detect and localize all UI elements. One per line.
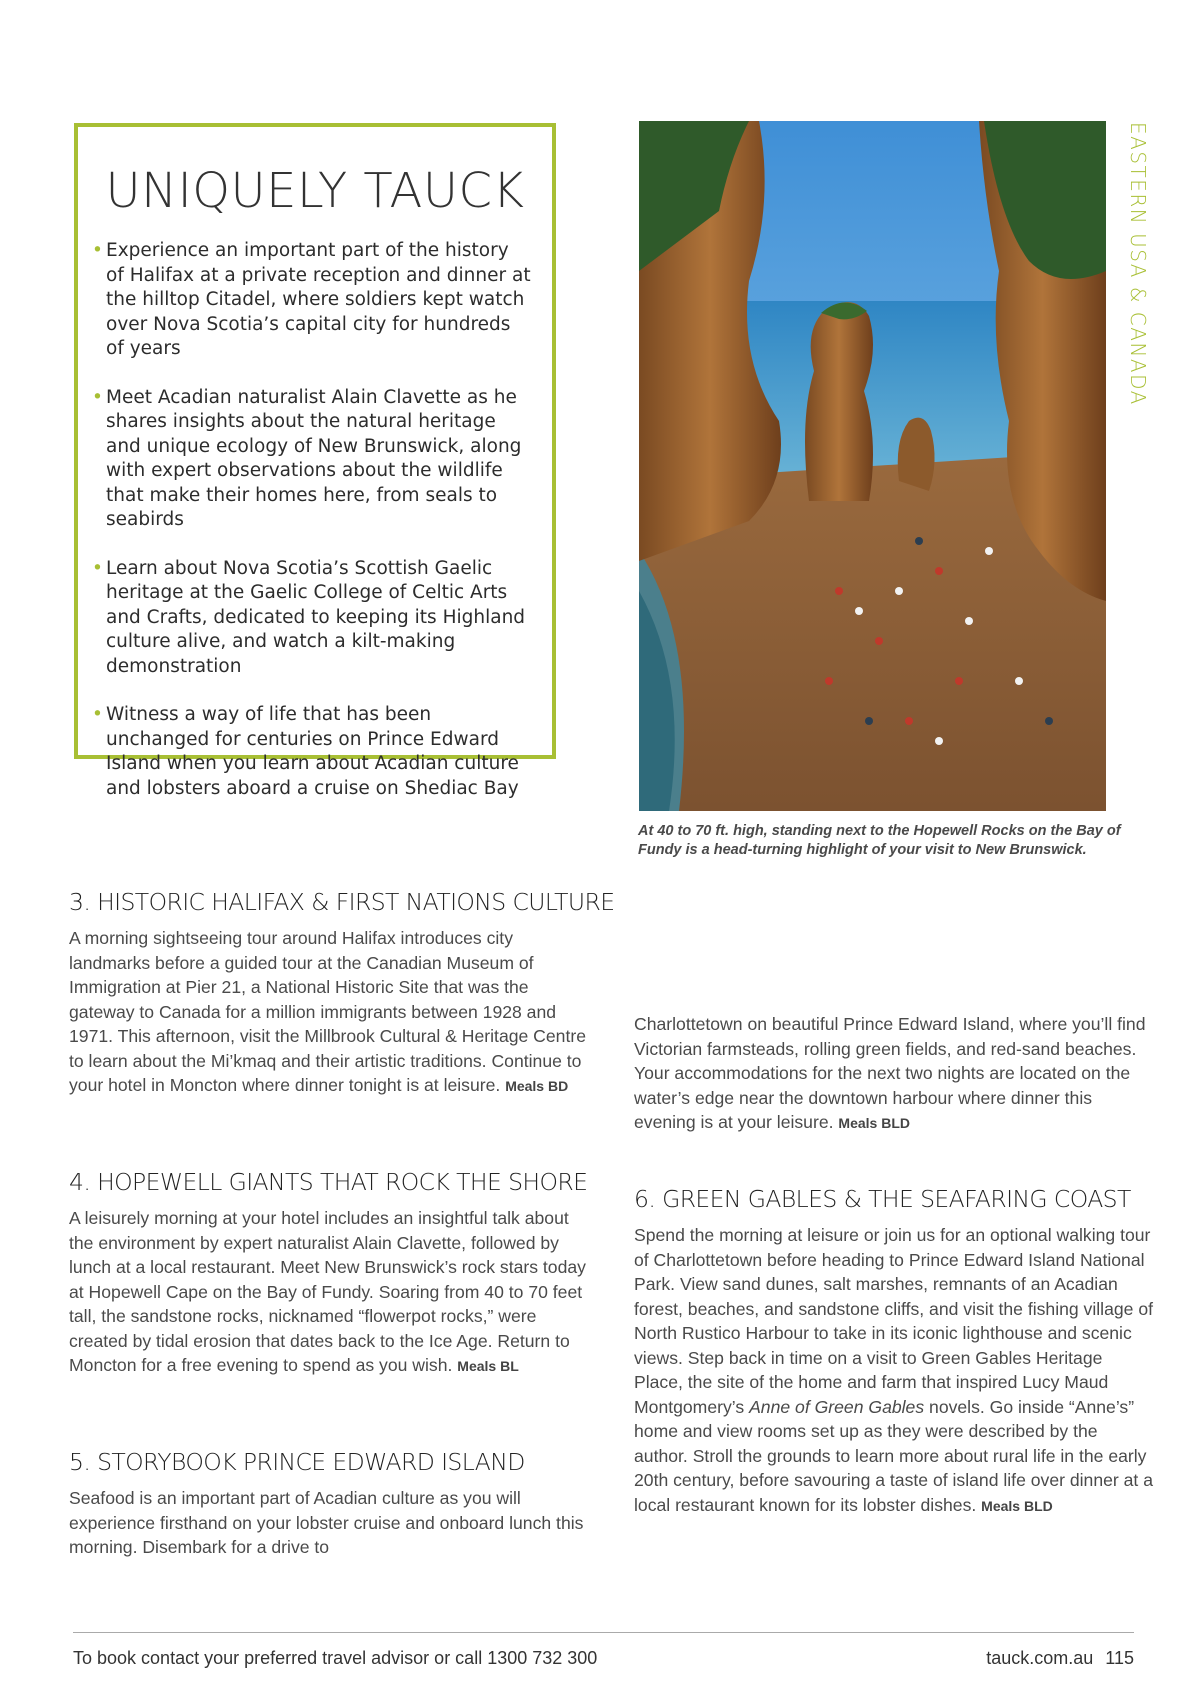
day-5-meals: Meals BLD bbox=[838, 1115, 910, 1131]
section-side-label: EASTERN USA & CANADA bbox=[1126, 122, 1150, 406]
list-item-text: Learn about Nova Scotia’s Scottish Gaelic heritage at the Gaelic College of Celtic Arts and Crafts, dedicated to keeping its Highland culture alive, and watch a kilt-making demonstration bbox=[106, 557, 526, 677]
day-6-heading: 6. GREEN GABLES & THE SEAFARING COAST bbox=[634, 1185, 1131, 1213]
day-5-heading: 5. STORYBOOK PRINCE EDWARD ISLAND bbox=[69, 1448, 525, 1476]
footer-right bbox=[986, 1648, 1134, 1669]
list-item bbox=[92, 239, 532, 362]
page-number: 115 bbox=[1105, 1648, 1134, 1668]
day-4-text: A leisurely morning at your hotel includes an insightful talk about the environment by expert naturalist Alain Clavette, followed by lunch at a local restaurant. Meet New Brunswick’s rock stars today at Hopewell Cape on the Bay of Fundy. Soaring from 40 to 70 feet tall, the sandstone rocks, nicknamed “flowerpot rocks,” were created by tidal erosion that dates back to the Ice Age. Return to Moncton for a free evening to spend as you wish. bbox=[69, 1208, 586, 1375]
day-5-body-continued bbox=[634, 1012, 1154, 1136]
bullet-icon: • bbox=[92, 557, 103, 579]
day-6-text-before: Spend the morning at leisure or join us for an optional walking tour of Charlottetown before heading to Prince Edward Island National Park. View sand dunes, salt marshes, remnants of an Acadian forest, beaches, and sandstone cliffs, and visit the fishing village of North Rustico Harbour to take in its iconic lighthouse and scenic views. Step back in time on a visit to Green Gables Heritage Place, the site of the home and farm that inspired Lucy Maud Montgomery’s bbox=[634, 1225, 1153, 1417]
photo-caption: At 40 to 70 ft. high, standing next to the Hopewell Rocks on the Bay of Fundy is a head-turning highlight of your visit to New Brunswick. bbox=[638, 823, 1121, 858]
bullet-icon: • bbox=[92, 240, 103, 261]
day-6-body bbox=[634, 1223, 1154, 1518]
day-4-heading: 4. HOPEWELL GIANTS THAT ROCK THE SHORE bbox=[69, 1168, 588, 1196]
list-item-text: Witness a way of life that has been unchanged for centuries on Prince Edward Island when you learn about Acadian culture and lobsters aboard a cruise on Shediac Bay bbox=[106, 704, 519, 799]
footer-website-link[interactable]: tauck.com.au bbox=[986, 1648, 1094, 1668]
hopewell-rocks-photo bbox=[639, 121, 1106, 811]
day-6-section bbox=[634, 1185, 1154, 1518]
bullet-icon: • bbox=[92, 386, 103, 408]
list-item-text: Meet Acadian naturalist Alain Clavette as he shares insights about the natural heritage and unique ecology of New Brunswick, along with expert observations about the wildlife that make their homes here, from seals to seabirds bbox=[106, 386, 522, 530]
hopewell-rocks-illustration bbox=[639, 121, 1106, 811]
day-4-section bbox=[69, 1168, 589, 1379]
list-item bbox=[92, 557, 532, 680]
list-item-text: Experience an important part of the history of Halifax at a private reception and dinner at the hilltop Citadel, where soldiers kept watch over Nova Scotia’s capital city for hundreds of years bbox=[106, 240, 531, 359]
list-item bbox=[92, 703, 532, 801]
day-3-section bbox=[69, 888, 615, 1099]
day-6-text-after: novels. Go inside “Anne’s” home and view rooms set up as they were described by the author. Stroll the grounds to learn more about rural life in the early 20th century, before savouring a taste of island life over dinner at a local restaurant known for its lobster dishes. bbox=[634, 1396, 1153, 1515]
footer-contact: To book contact your preferred travel advisor or call 1300 732 300 bbox=[73, 1648, 598, 1668]
uniquely-tauck-box bbox=[74, 123, 556, 799]
day-6-meals: Meals BLD bbox=[981, 1497, 1053, 1514]
footer-divider bbox=[73, 1632, 1134, 1633]
uniquely-tauck-title: UNIQUELY TAUCK bbox=[105, 163, 525, 219]
book-title: Anne of Green Gables bbox=[749, 1396, 925, 1417]
day-4-meals: Meals BL bbox=[457, 1358, 519, 1374]
day-3-meals: Meals BD bbox=[505, 1078, 569, 1094]
list-item bbox=[92, 386, 532, 533]
day-3-text: A morning sightseeing tour around Halifax introduces city landmarks before a guided tour at the Canadian Museum of Immigration at Pier 21, a National Historic Site that was the gateway to Canada for a million immigrants between 1928 and 1971. This afternoon, visit the Millbrook Cultural & Heritage Centre to learn about the Mi’kmaq and their artistic traditions. Continue to your hotel in Moncton where dinner tonight is at leisure. bbox=[69, 928, 586, 1095]
bullet-icon: • bbox=[92, 704, 103, 725]
day-5-section bbox=[69, 1448, 589, 1560]
day-3-heading: 3. HISTORIC HALIFAX & FIRST NATIONS CULTURE bbox=[69, 888, 615, 916]
day-3-body bbox=[69, 926, 589, 1099]
day-5-text-continued: Charlottetown on beautiful Prince Edward Island, where you’ll find Victorian farmsteads, rolling green fields, and red-sand beaches. Your accommodations for the next two nights are located on the water’s edge near the downtown harbour where dinner this evening is at your leisure. bbox=[634, 1014, 1146, 1132]
day-5-body: Seafood is an important part of Acadian culture as you will experience firsthand on your lobster cruise and onboard lunch this morning. Disembark for a drive to bbox=[69, 1488, 584, 1557]
uniquely-tauck-list bbox=[92, 239, 532, 825]
day-4-body bbox=[69, 1206, 589, 1379]
